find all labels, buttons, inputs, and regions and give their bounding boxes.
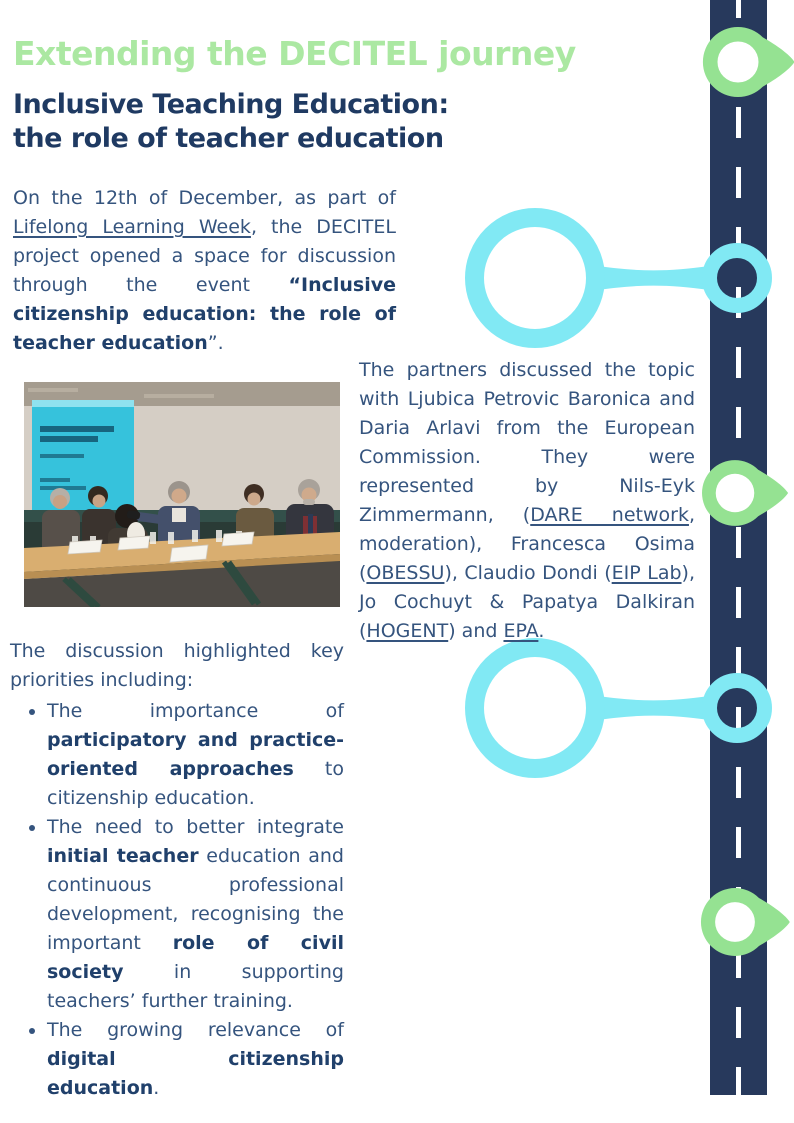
section-heading-line2: the role of teacher education <box>13 123 444 154</box>
text-segment: The growing relevance of <box>47 1019 344 1041</box>
section-heading <box>13 88 449 156</box>
partners-paragraph <box>359 356 695 646</box>
priorities-section <box>10 637 344 1103</box>
text-segment: ), Jo Cochuyt & Papatya Dalkiran ( <box>359 562 695 642</box>
section-heading-line1: Inclusive Teaching Education: <box>13 89 449 120</box>
map-pin-icon <box>701 888 790 956</box>
link-eip-lab[interactable]: EIP Lab <box>611 562 682 584</box>
text-segment: role of civil society <box>47 932 344 983</box>
panel-discussion-photo <box>24 382 340 607</box>
link-dare-network[interactable]: DARE network <box>530 504 689 526</box>
text-segment: The need to better integrate <box>47 816 344 838</box>
text-segment: The partners discussed the topic with Ljubica Petrovic Baronica and Daria Arlavi from the European Commission. They were represented by Nils-Eyk Zimmermann, ( <box>359 359 695 526</box>
text-segment: . <box>153 1077 160 1099</box>
text-segment: ”. <box>207 332 224 354</box>
text-segment: The importance of <box>47 700 344 722</box>
text-segment: initial teacher <box>47 845 199 867</box>
intro-paragraph <box>13 184 396 358</box>
page-title: Extending the DECITEL journey <box>13 34 576 73</box>
list-item <box>47 1016 344 1103</box>
list-item <box>47 813 344 1016</box>
list-item <box>47 697 344 813</box>
map-pin-icon <box>703 27 794 97</box>
text-segment: digital citizenship education <box>47 1048 344 1099</box>
text-segment: , the DECITEL project opened a space for discussion through the event <box>13 216 396 296</box>
text-segment: , moderation), Francesca Osima ( <box>359 504 695 584</box>
text-segment: ) and <box>448 620 504 642</box>
text-segment: in supporting teachers’ further training. <box>47 961 344 1012</box>
text-segment: to citizenship education. <box>47 758 344 809</box>
text-segment: . <box>538 620 545 642</box>
link-obessu[interactable]: OBESSU <box>366 562 445 584</box>
text-segment: ), Claudio Dondi ( <box>444 562 612 584</box>
text-segment: participatory and practice-oriented approaches <box>47 729 344 780</box>
text-segment: “Inclusive citizenship education: the role of teacher education <box>13 274 396 354</box>
priorities-intro: The discussion highlighted key priorities including: <box>10 640 344 691</box>
text-segment: education and continuous professional development, recognising the important <box>47 845 344 954</box>
priorities-list <box>10 697 344 1103</box>
link-hogent[interactable]: HOGENT <box>366 620 449 642</box>
map-pin-icon <box>702 460 788 526</box>
text-segment: On the 12th of December, as part of <box>13 187 396 209</box>
link-lifelong-learning-week[interactable]: Lifelong Learning Week <box>13 216 251 238</box>
link-epa[interactable]: EPA <box>503 620 539 642</box>
